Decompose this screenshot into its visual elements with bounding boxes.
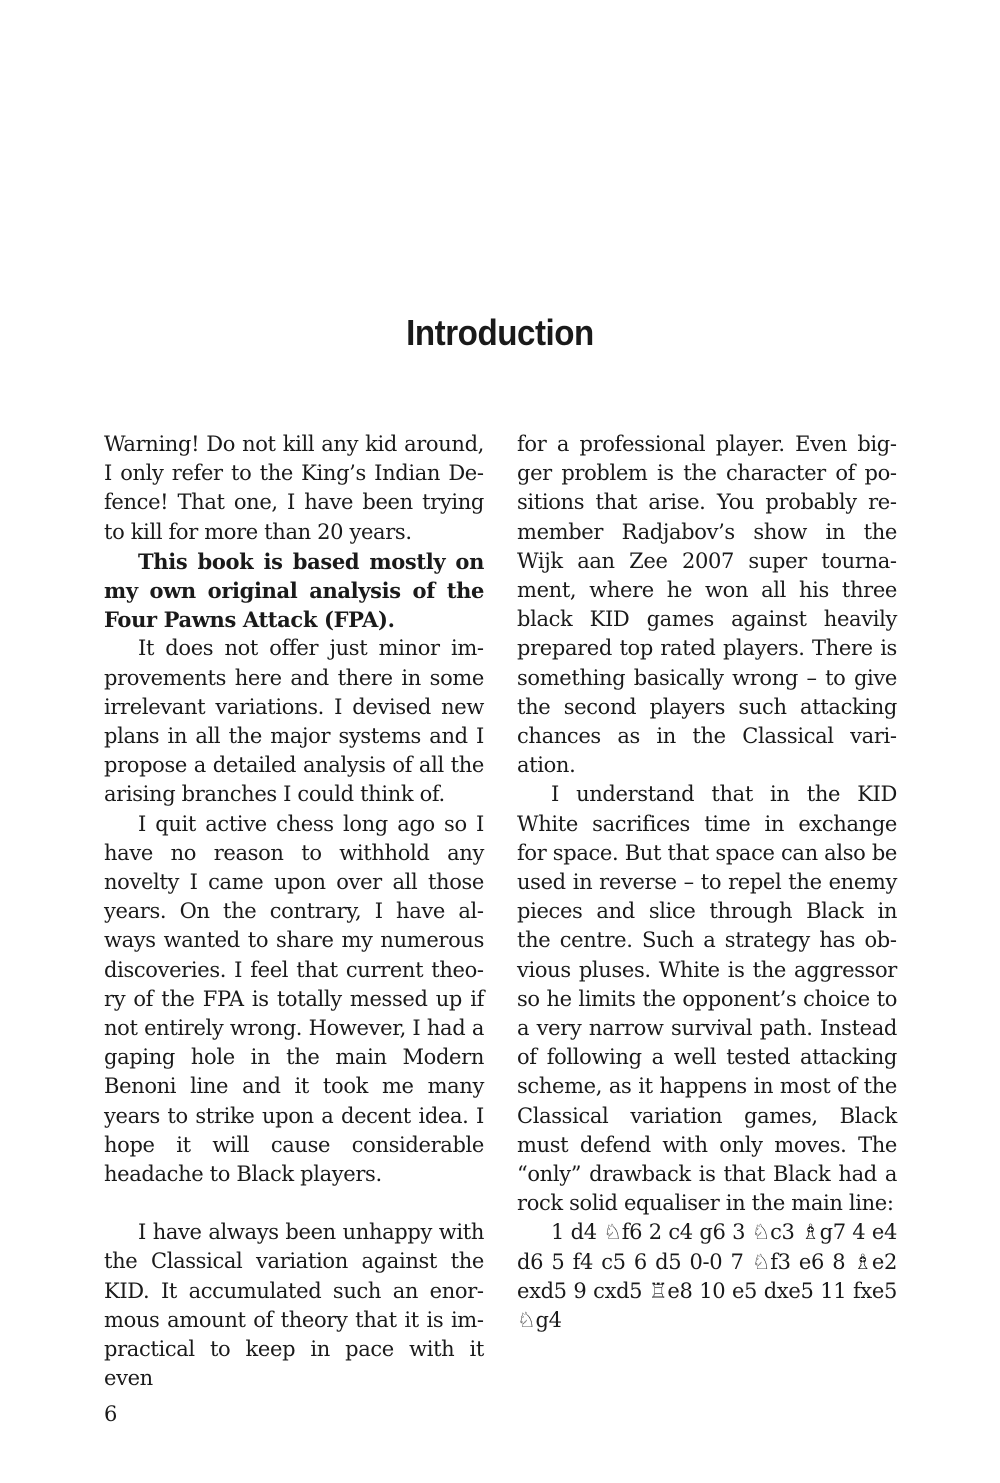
chess-moves-line: 1 d4 ♘f6 2 c4 g6 3 ♘c3 ♗g7 4 e4 d6 5 f4 c5 6 d5 0-0 7 ♘f3 e6 8 ♗e2 exd5 9 cxd5 ♖e8 10 e5 dxe5 11 fxe5 ♘g4 bbox=[517, 1220, 897, 1333]
left-column bbox=[104, 430, 484, 1394]
paragraph-classical-variation: I have always been unhappy with the Classical variation against the KID. It accumulated such an enormous amount of theory that it is impractical to keep in pace with it even bbox=[104, 1220, 484, 1391]
right-column bbox=[517, 430, 897, 1335]
paragraph-professional-player: for a professional player. Even bigger problem is the character of positions that arise. You probably remember Radjabov’s show in the Wijk aan Zee 2007 super tournament, where he won all his three black KID games against heavily prepared top rated players. There is something basically wrong – to give the second players such attacking chances as in the Classical variation. bbox=[517, 432, 897, 778]
page-number: 6 bbox=[104, 1402, 118, 1426]
paragraph-quit-chess: I quit active chess long ago so I have no reason to withhold any novelty I came upon over all those years. On the contrary, I have always wanted to share my numerous discoveries. I feel that current theory of the FPA is totally messed up if not entirely wrong. However, I had a gaping hole in the main Modern Benoni line and it took me many years to strike upon a decent idea. I hope it will cause considerable headache to Black players. bbox=[104, 811, 484, 1187]
paragraph-bold-statement: This book is based mostly on my own original analysis of the Four Pawns Attack (FPA). bbox=[104, 548, 484, 633]
paragraph-warning: Warning! Do not kill any kid around, I only refer to the King’s Indian Defence! That one, I have been trying to kill for more than 20 years. bbox=[104, 432, 484, 544]
paragraph-space-exchange: I understand that in the KID White sacrifices time in exchange for space. But that space can also be used in reverse – to repel the enemy pieces and slice through Black in the centre. Such a strategy has obvious pluses. White is the aggressor so he limits the opponent’s choice to a very narrow survival path. Instead of following a well tested attacking scheme, as it happens in most of the Classical variation games, Black must defend with only moves. The “only” drawback is that Black had a rock solid equaliser in the main line: bbox=[517, 782, 897, 1216]
paragraph-improvements: It does not offer just minor improvements here and there in some irrelevant variations. I devised new plans in all the major systems and I propose a detailed analysis of all the arising branches I could think of. bbox=[104, 636, 484, 807]
page-title: Introduction bbox=[406, 312, 594, 353]
